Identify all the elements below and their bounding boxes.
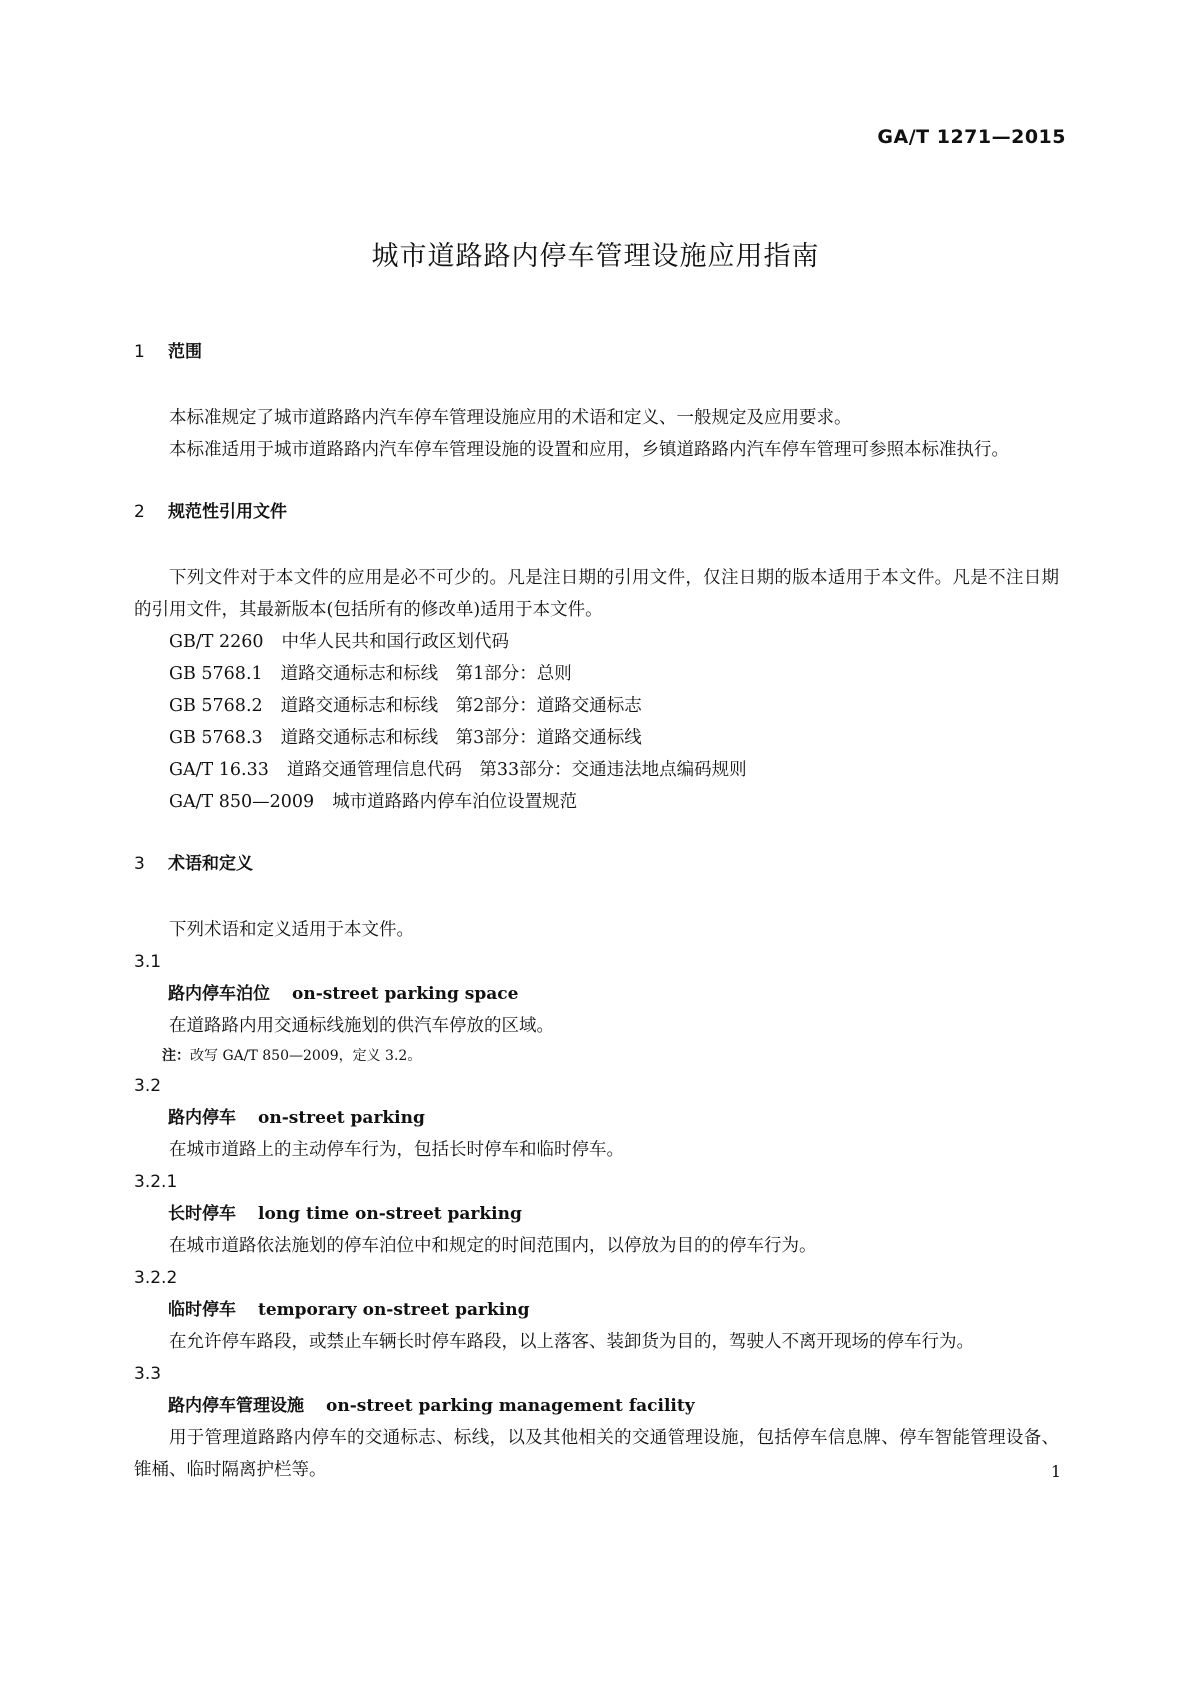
term-name-en: on-street parking space	[292, 984, 519, 1004]
term-number: 3.1	[134, 952, 162, 972]
term-definition: 用于管理道路路内停车的交通标志、标线，以及其他相关的交通管理设施，包括停车信息牌、停车智能管理设备、锥桶、临时隔离护栏等。	[134, 1428, 1059, 1480]
term-name-zh: 路内停车管理设施	[168, 1396, 304, 1416]
term-entry	[134, 1070, 1059, 1166]
term-entry	[134, 946, 1059, 1070]
section-terms-definitions	[134, 848, 1059, 1486]
reference-item	[134, 722, 1059, 754]
term-definition: 在城市道路依法施划的停车泊位中和规定的时间范围内，以停放为目的的停车行为。	[169, 1236, 817, 1256]
term-number: 3.2.1	[134, 1172, 178, 1192]
section-title: 规范性引用文件	[168, 502, 287, 522]
term-name	[134, 1390, 1059, 1422]
term-name-en: on-street parking	[258, 1108, 425, 1128]
reference-title: 道路交通标志和标线 第3部分：道路交通标线	[280, 728, 642, 748]
note-text: 改写 GA/T 850—2009，定义 3.2。	[190, 1048, 422, 1064]
term-name-zh: 临时停车	[168, 1300, 236, 1320]
term-definition: 在城市道路上的主动停车行为，包括长时停车和临时停车。	[169, 1140, 624, 1160]
term-number: 3.2	[134, 1076, 162, 1096]
document-body	[134, 336, 1059, 1486]
term-name-en: temporary on-street parking	[258, 1300, 530, 1320]
reference-code: GA/T 850—2009	[169, 792, 315, 812]
term-name	[134, 1198, 1059, 1230]
reference-code: GB 5768.1	[169, 664, 263, 684]
section-scope	[134, 336, 1059, 466]
paragraph: 下列术语和定义适用于本文件。	[169, 920, 414, 940]
section-number: 3	[134, 854, 145, 874]
term-name-zh: 路内停车泊位	[168, 984, 270, 1004]
paragraph: 本标准规定了城市道路路内汽车停车管理设施应用的术语和定义、一般规定及应用要求。	[169, 408, 852, 428]
reference-title: 道路交通标志和标线 第1部分：总则	[280, 664, 572, 684]
reference-item	[134, 690, 1059, 722]
term-number: 3.3	[134, 1364, 162, 1384]
term-definition: 在允许停车路段，或禁止车辆长时停车路段，以上落客、装卸货为目的，驾驶人不离开现场的停车行为。	[169, 1332, 974, 1352]
term-name-zh: 长时停车	[168, 1204, 236, 1224]
reference-item	[134, 754, 1059, 786]
reference-title: 中华人民共和国行政区划代码	[281, 632, 510, 652]
term-name-zh: 路内停车	[168, 1108, 236, 1128]
reference-code: GB 5768.2	[169, 696, 263, 716]
term-name-en: on-street parking management facility	[326, 1396, 695, 1416]
term-note	[134, 1042, 1059, 1070]
reference-item	[134, 626, 1059, 658]
section-title: 范围	[168, 342, 202, 362]
term-entry	[134, 1262, 1059, 1358]
reference-item	[134, 658, 1059, 690]
term-entry	[134, 1358, 1059, 1486]
term-number: 3.2.2	[134, 1268, 178, 1288]
section-number: 2	[134, 502, 145, 522]
standard-code: GA/T 1271—2015	[877, 126, 1066, 148]
page-number: 1	[1050, 1462, 1061, 1481]
reference-title: 道路交通管理信息代码 第33部分：交通违法地点编码规则	[286, 760, 747, 780]
section-title: 术语和定义	[168, 854, 253, 874]
reference-code: GA/T 16.33	[169, 760, 269, 780]
section-heading	[134, 496, 1059, 528]
section-heading	[134, 336, 1059, 368]
section-normative-references	[134, 496, 1059, 818]
reference-code: GB 5768.3	[169, 728, 263, 748]
paragraph: 本标准适用于城市道路路内汽车停车管理设施的设置和应用，乡镇道路路内汽车停车管理可参照本标准执行。	[169, 440, 1009, 460]
note-label: 注：	[162, 1048, 190, 1064]
term-definition: 在道路路内用交通标线施划的供汽车停放的区域。	[169, 1016, 554, 1036]
reference-code: GB/T 2260	[169, 632, 264, 652]
reference-title: 城市道路路内停车泊位设置规范	[332, 792, 578, 812]
term-name	[134, 1294, 1059, 1326]
term-name	[134, 1102, 1059, 1134]
term-name	[134, 978, 1059, 1010]
paragraph: 下列文件对于本文件的应用是必不可少的。凡是注日期的引用文件，仅注日期的版本适用于本文件。凡是不注日期的引用文件，其最新版本(包括所有的修改单)适用于本文件。	[134, 568, 1059, 620]
section-heading	[134, 848, 1059, 880]
section-number: 1	[134, 342, 145, 362]
reference-item	[134, 786, 1059, 818]
document-title: 城市道路路内停车管理设施应用指南	[371, 241, 820, 272]
term-entry	[134, 1166, 1059, 1262]
reference-title: 道路交通标志和标线 第2部分：道路交通标志	[280, 696, 642, 716]
term-name-en: long time on-street parking	[258, 1204, 522, 1224]
